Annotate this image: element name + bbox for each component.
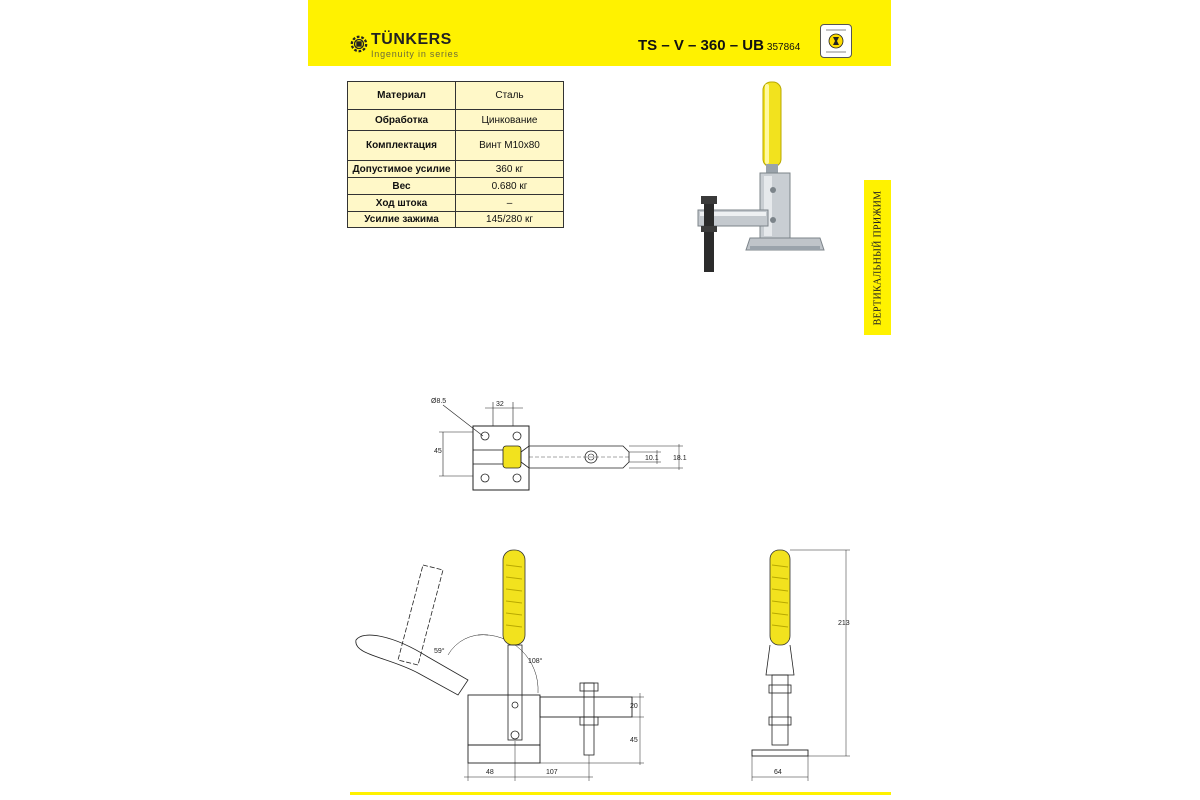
spec-table	[347, 81, 564, 228]
clamp-icon	[821, 25, 851, 57]
spec-value: Цинкование	[456, 110, 564, 131]
gear-icon	[350, 35, 368, 53]
dim-height: 45	[434, 448, 442, 455]
spec-row	[348, 82, 564, 110]
dim-w-right: 107	[546, 769, 558, 776]
spec-label: Материал	[348, 82, 456, 110]
dim-side-height: 213	[838, 620, 850, 627]
brand-logo	[350, 32, 459, 59]
spec-value: 0.680 кг	[456, 178, 564, 195]
spec-value: –	[456, 195, 564, 212]
dim-angle-total: 108°	[528, 658, 543, 665]
dim-angle-open: 59°	[434, 648, 445, 655]
spec-value: 360 кг	[456, 161, 564, 178]
model-title	[638, 37, 800, 54]
dim-width: 32	[496, 401, 504, 408]
spec-row	[348, 195, 564, 212]
clamp-type-badge	[820, 24, 852, 58]
category-tab	[864, 180, 891, 335]
spec-label: Допустимое усилие	[348, 161, 456, 178]
side-view-drawing	[738, 545, 858, 790]
brand-name: TÜNKERS	[371, 31, 452, 48]
dim-slot-inner: 10.1	[645, 455, 659, 462]
dim-w-left: 48	[486, 769, 494, 776]
dim-slot-outer: 18.1	[673, 455, 687, 462]
spec-value: 145/280 кг	[456, 212, 564, 228]
model-name: TS – V – 360 – UB	[638, 37, 764, 54]
dim-h-top: 20	[630, 703, 638, 710]
spec-row	[348, 131, 564, 161]
model-code: 357864	[766, 42, 801, 53]
spec-label: Усилие зажима	[348, 212, 456, 228]
spec-label: Вес	[348, 178, 456, 195]
category-label: ВЕРТИКАЛЬНЫЙ ПРИЖИМ	[872, 190, 883, 325]
spec-label: Ход штока	[348, 195, 456, 212]
catalog-page	[308, 0, 891, 800]
front-view-drawing	[348, 545, 648, 790]
dim-h-bottom: 45	[630, 737, 638, 744]
spec-label: Комплектация	[348, 131, 456, 161]
spec-row	[348, 178, 564, 195]
spec-row	[348, 110, 564, 131]
dim-side-width: 64	[774, 769, 782, 776]
product-photo	[688, 78, 828, 278]
header-bar	[308, 0, 891, 66]
spec-value: Винт M10x80	[456, 131, 564, 161]
dim-hole: Ø8.5	[431, 398, 447, 405]
spec-label: Обработка	[348, 110, 456, 131]
top-view-drawing	[423, 390, 703, 500]
footer-divider	[350, 792, 891, 795]
spec-value: Сталь	[456, 82, 564, 110]
spec-row	[348, 212, 564, 228]
spec-row	[348, 161, 564, 178]
brand-tagline: Ingenuity in series	[371, 49, 459, 59]
